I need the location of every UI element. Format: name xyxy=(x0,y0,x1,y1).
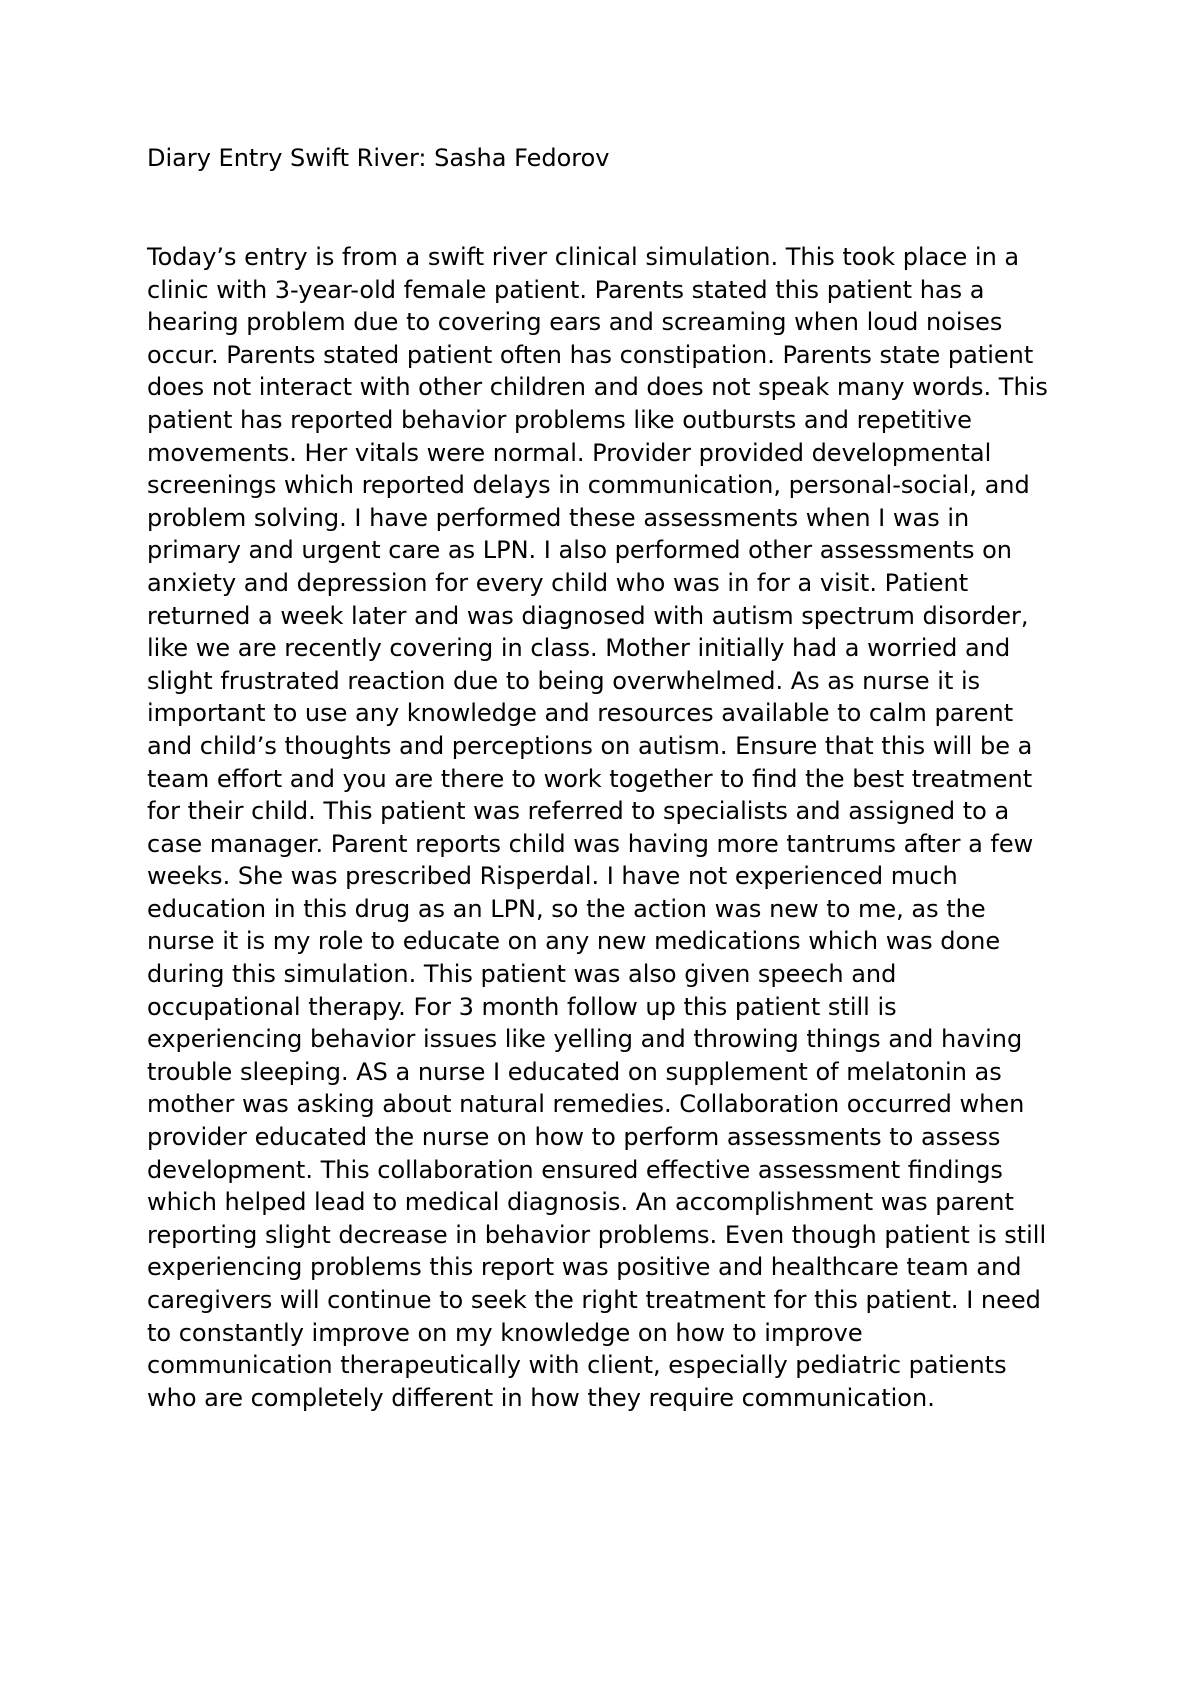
body-text-line: which helped lead to medical diagnosis. An accomplishment was parent xyxy=(147,1188,1014,1217)
body-text-line: primary and urgent care as LPN. I also performed other assessments on xyxy=(147,536,1012,565)
body-text-line: caregivers will continue to seek the right treatment for this patient. I need xyxy=(147,1286,1041,1314)
body-text-line: during this simulation. This patient was also given speech and xyxy=(147,960,897,989)
body-text-line: education in this drug as an LPN, so the action was new to me, as the xyxy=(147,894,986,923)
body-text-line: experiencing problems this report was positive and healthcare team and xyxy=(147,1253,1022,1282)
body-text-line: experiencing behavior issues like yelling and throwing things and having xyxy=(147,1025,1023,1054)
body-text-line: does not interact with other children and does not speak many words. This xyxy=(147,373,1048,402)
body-text-line: and child’s thoughts and perceptions on autism. Ensure that this will be a xyxy=(147,731,1033,760)
body-text-line: like we are recently covering in class. Mother initially had a worried and xyxy=(147,634,1011,663)
body-text-line: trouble sleeping. AS a nurse I educated on supplement of melatonin as xyxy=(147,1057,1002,1086)
body-text-line: communication therapeutically with client, especially pediatric patients xyxy=(147,1351,1007,1380)
body-text-line: movements. Her vitals were normal. Provider provided developmental xyxy=(147,438,992,467)
body-text-line: occur. Parents stated patient often has constipation. Parents state patient xyxy=(147,340,1034,369)
document-body xyxy=(147,241,1087,1414)
body-text-line: for their child. This patient was referred to specialists and assigned to a xyxy=(147,797,1010,826)
body-text-line: case manager. Parent reports child was having more tantrums after a few xyxy=(147,829,1034,858)
body-text-line: problem solving. I have performed these assessments when I was in xyxy=(147,503,970,532)
body-text-line: Today’s entry is from a swift river clinical simulation. This took place in a xyxy=(147,243,1020,271)
body-text-line: mother was asking about natural remedies. Collaboration occurred when xyxy=(147,1090,1025,1119)
body-text-line: who are completely different in how they require communication. xyxy=(147,1383,935,1412)
body-text-line: screenings which reported delays in communication, personal-social, and xyxy=(147,471,1030,500)
body-text-line: nurse it is my role to educate on any new medications which was done xyxy=(147,927,1001,956)
body-text-line: provider educated the nurse on how to perform assessments to assess xyxy=(147,1123,1001,1152)
body-text-line: clinic with 3-year-old female patient. Parents stated this patient has a xyxy=(147,275,985,304)
body-text-line: team effort and you are there to work together to find the best treatment xyxy=(147,764,1033,793)
body-text-line: hearing problem due to covering ears and screaming when loud noises xyxy=(147,308,1003,337)
body-text-line: occupational therapy. For 3 month follow up this patient still is xyxy=(147,992,897,1021)
body-text-line: returned a week later and was diagnosed with autism spectrum disorder, xyxy=(147,601,1029,630)
body-text-line: to constantly improve on my knowledge on how to improve xyxy=(147,1318,863,1347)
body-text-line: reporting slight decrease in behavior problems. Even though patient is still xyxy=(147,1220,1047,1249)
body-text-line: anxiety and depression for every child who was in for a visit. Patient xyxy=(147,568,969,597)
body-text-line: patient has reported behavior problems like outbursts and repetitive xyxy=(147,405,972,434)
body-text-line: weeks. She was prescribed Risperdal. I have not experienced much xyxy=(147,862,958,891)
body-text-line: development. This collaboration ensured effective assessment findings xyxy=(147,1155,1003,1184)
body-text-line: slight frustrated reaction due to being overwhelmed. As as nurse it is xyxy=(147,666,981,695)
document-title: Diary Entry Swift River: Sasha Fedorov xyxy=(147,144,610,172)
body-text-line: important to use any knowledge and resources available to calm parent xyxy=(147,699,1014,728)
